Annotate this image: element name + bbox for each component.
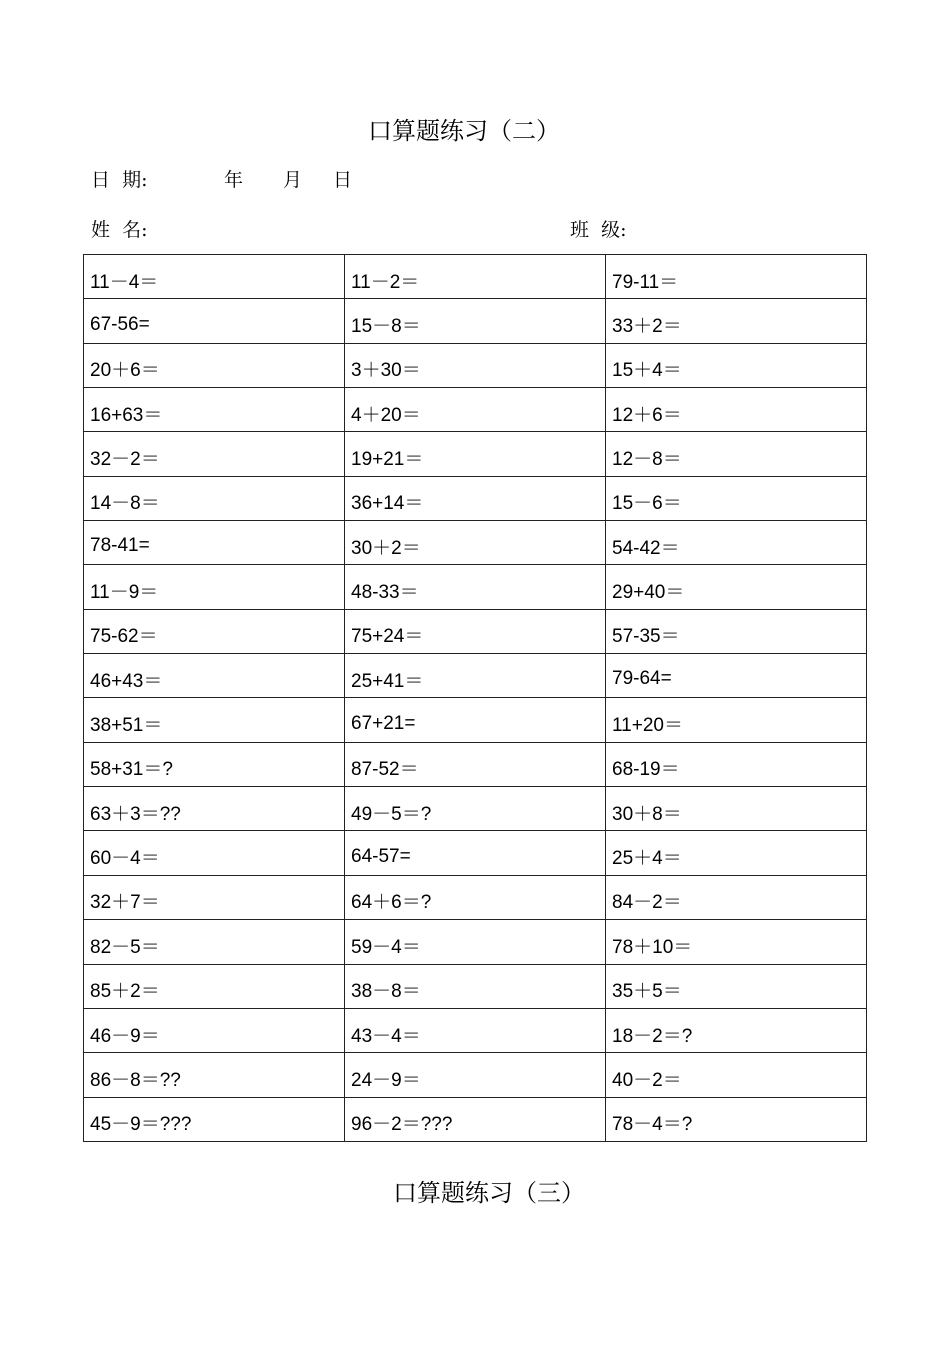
problem-text: 49－5＝?: [351, 803, 432, 825]
problem-table: [83, 254, 867, 1142]
problem-cell: [345, 343, 606, 387]
problem-cell: [84, 1008, 345, 1052]
problem-text: 36+14＝: [351, 493, 424, 515]
problem-cell: [606, 1008, 867, 1052]
problem-cell: [345, 609, 606, 653]
problem-cell: [606, 831, 867, 875]
problem-cell: [84, 875, 345, 919]
problem-cell: [345, 388, 606, 432]
next-section-title: 口算题练习（三）: [393, 1179, 585, 1207]
problem-text: 15＋4＝: [612, 360, 682, 382]
problem-text: 11+20＝: [612, 715, 683, 737]
table-row: [84, 1053, 867, 1097]
table-row: [84, 742, 867, 786]
problem-cell: [84, 831, 345, 875]
problem-cell: [84, 521, 345, 565]
name-label: 姓 名:: [91, 219, 148, 241]
date-day-label: 日: [333, 169, 353, 191]
problem-cell: [606, 299, 867, 343]
table-row: [84, 255, 867, 299]
problem-cell: [606, 787, 867, 831]
problem-cell: [606, 1053, 867, 1097]
problem-cell: [84, 432, 345, 476]
problem-cell: [606, 964, 867, 1008]
problem-cell: [84, 343, 345, 387]
problem-text: 12－8＝: [612, 449, 682, 471]
problem-cell: [345, 255, 606, 299]
problem-text: 30＋2＝: [351, 537, 421, 559]
table-row: [84, 1097, 867, 1141]
problem-cell: [606, 565, 867, 609]
table-row: [84, 920, 867, 964]
problem-cell: [606, 255, 867, 299]
problem-cell: [84, 964, 345, 1008]
problem-text: 15－8＝: [351, 316, 421, 338]
problem-text: 87-52＝: [351, 759, 419, 781]
problem-text: 33＋2＝: [612, 316, 682, 338]
problem-text: 67-56=: [90, 313, 150, 335]
problem-text: 35＋5＝: [612, 981, 682, 1003]
problem-text: 32＋7＝: [90, 892, 160, 914]
problem-cell: [84, 698, 345, 742]
table-row: [84, 654, 867, 698]
table-row: [84, 698, 867, 742]
problem-cell: [345, 920, 606, 964]
problem-text: 38－8＝: [351, 981, 421, 1003]
problem-cell: [84, 388, 345, 432]
problem-text: 75-62＝: [90, 626, 158, 648]
problem-text: 45－9＝???: [90, 1114, 192, 1136]
page-title: 口算题练习（二）: [368, 117, 560, 145]
problem-cell: [345, 565, 606, 609]
table-row: [84, 565, 867, 609]
problem-text: 14－8＝: [90, 493, 160, 515]
problem-text: 57-35＝: [612, 626, 680, 648]
problem-cell: [84, 255, 345, 299]
problem-text: 24－9＝: [351, 1069, 421, 1091]
date-month-label: 月: [283, 169, 303, 191]
problem-cell: [345, 787, 606, 831]
table-row: [84, 521, 867, 565]
problem-cell: [345, 1008, 606, 1052]
problem-cell: [345, 476, 606, 520]
problem-text: 25+41＝: [351, 670, 424, 692]
problem-text: 46+43＝: [90, 670, 163, 692]
table-row: [84, 1008, 867, 1052]
problem-cell: [84, 920, 345, 964]
problem-text: 79-64=: [612, 668, 672, 690]
problem-text: 40－2＝: [612, 1069, 682, 1091]
problem-text: 12＋6＝: [612, 404, 682, 426]
problem-text: 20＋6＝: [90, 360, 160, 382]
problem-cell: [606, 654, 867, 698]
table-row: [84, 787, 867, 831]
problem-cell: [606, 343, 867, 387]
problem-cell: [84, 1053, 345, 1097]
problem-cell: [345, 831, 606, 875]
problem-cell: [345, 742, 606, 786]
problem-cell: [84, 476, 345, 520]
problem-text: 54-42＝: [612, 537, 680, 559]
problem-cell: [84, 565, 345, 609]
problem-cell: [84, 1097, 345, 1141]
problem-cell: [345, 964, 606, 1008]
problem-cell: [84, 742, 345, 786]
problem-text: 15－6＝: [612, 493, 682, 515]
problem-text: 3＋30＝: [351, 360, 421, 382]
problem-cell: [345, 698, 606, 742]
problem-text: 48-33＝: [351, 582, 419, 604]
problem-cell: [606, 698, 867, 742]
problem-table-body: [84, 255, 867, 1142]
problem-text: 60－4＝: [90, 848, 160, 870]
problem-text: 29+40＝: [612, 582, 685, 604]
problem-text: 84－2＝: [612, 892, 682, 914]
problem-text: 19+21＝: [351, 449, 424, 471]
problem-text: 79-11＝: [612, 271, 679, 293]
problem-text: 43－4＝: [351, 1025, 421, 1047]
problem-text: 78＋10＝: [612, 936, 693, 958]
problem-text: 78-41=: [90, 535, 150, 557]
problem-text: 63＋3＝??: [90, 803, 181, 825]
problem-cell: [345, 299, 606, 343]
problem-cell: [606, 476, 867, 520]
problem-cell: [84, 299, 345, 343]
problem-text: 58+31＝?: [90, 759, 173, 781]
problem-cell: [606, 742, 867, 786]
problem-text: 11－2＝: [351, 271, 420, 293]
problem-text: 67+21=: [351, 712, 416, 734]
table-row: [84, 388, 867, 432]
problem-cell: [345, 1097, 606, 1141]
problem-text: 46－9＝: [90, 1025, 160, 1047]
problem-text: 4＋20＝: [351, 404, 421, 426]
problem-text: 96－2＝???: [351, 1114, 453, 1136]
problem-cell: [345, 654, 606, 698]
problem-text: 25＋4＝: [612, 848, 682, 870]
problem-cell: [606, 432, 867, 476]
date-label: 日 期:: [91, 169, 148, 191]
table-row: [84, 964, 867, 1008]
problem-cell: [84, 787, 345, 831]
problem-text: 11－4＝: [90, 271, 159, 293]
problem-cell: [606, 521, 867, 565]
problem-text: 11－9＝: [90, 582, 159, 604]
problem-cell: [84, 654, 345, 698]
problem-text: 59－4＝: [351, 936, 421, 958]
problem-text: 16+63＝: [90, 404, 163, 426]
problem-text: 78－4＝?: [612, 1114, 693, 1136]
problem-cell: [345, 1053, 606, 1097]
problem-text: 86－8＝??: [90, 1069, 181, 1091]
problem-text: 64＋6＝?: [351, 892, 432, 914]
table-row: [84, 609, 867, 653]
problem-cell: [606, 388, 867, 432]
problem-text: 68-19＝: [612, 759, 680, 781]
problem-cell: [345, 432, 606, 476]
problem-text: 32－2＝: [90, 449, 160, 471]
table-row: [84, 831, 867, 875]
table-row: [84, 432, 867, 476]
problem-text: 18－2＝?: [612, 1025, 693, 1047]
problem-text: 75+24＝: [351, 626, 424, 648]
problem-cell: [345, 521, 606, 565]
table-row: [84, 476, 867, 520]
problem-cell: [606, 1097, 867, 1141]
table-row: [84, 875, 867, 919]
problem-text: 38+51＝: [90, 715, 163, 737]
problem-cell: [606, 875, 867, 919]
problem-cell: [606, 609, 867, 653]
problem-cell: [606, 920, 867, 964]
date-year-label: 年: [224, 169, 244, 191]
table-row: [84, 343, 867, 387]
table-row: [84, 299, 867, 343]
problem-text: 85＋2＝: [90, 981, 160, 1003]
problem-cell: [345, 875, 606, 919]
class-label: 班 级:: [570, 219, 627, 241]
problem-text: 82－5＝: [90, 936, 160, 958]
problem-text: 64-57=: [351, 845, 411, 867]
problem-text: 30＋8＝: [612, 803, 682, 825]
problem-cell: [84, 609, 345, 653]
